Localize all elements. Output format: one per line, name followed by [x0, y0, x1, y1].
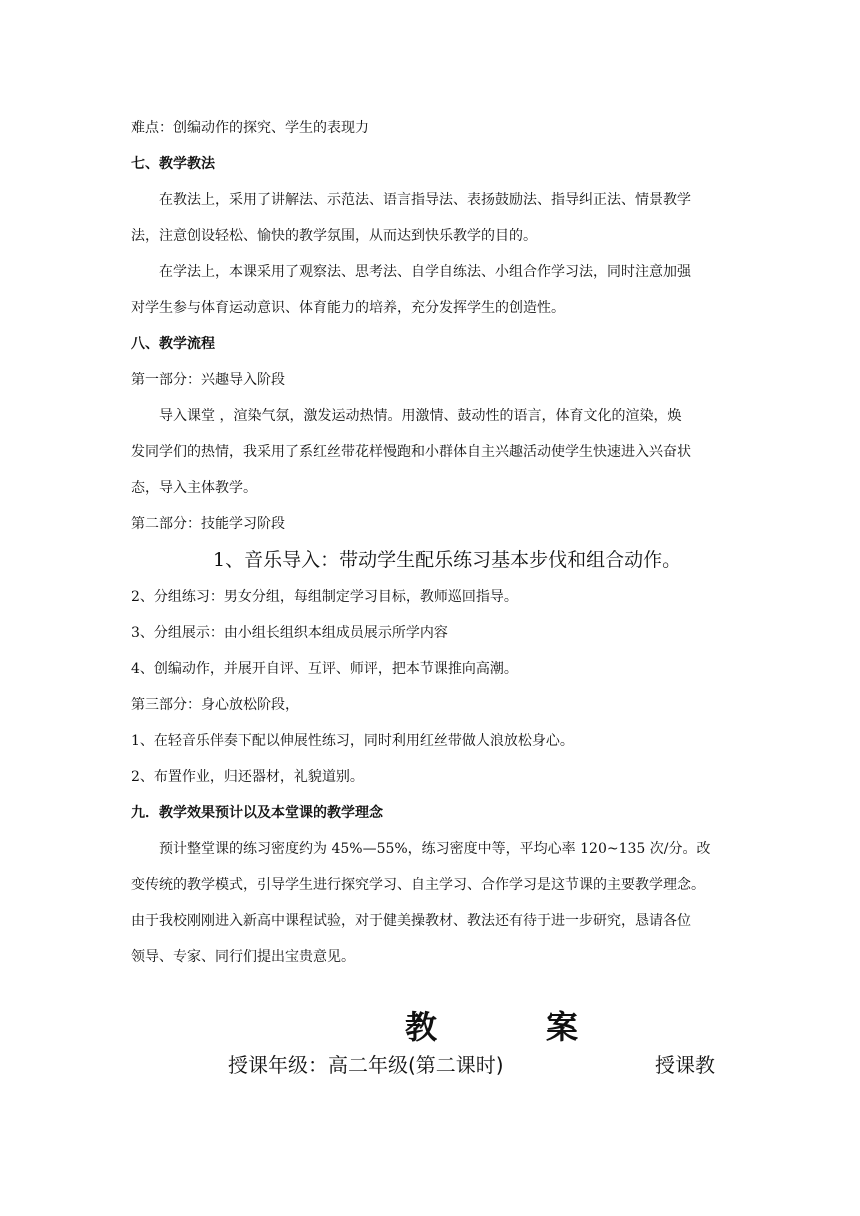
relax-line-2: 2、布置作业，归还器材，礼貌道别。: [131, 769, 364, 785]
section-heading-8: 八、教学流程: [131, 336, 215, 352]
part-heading-1: 第一部分：兴趣导入阶段: [131, 372, 285, 388]
step-line-4: 4、创编动作，并展开自评、互评、师评，把本节课推向高潮。: [131, 661, 518, 677]
step-line-1: 1、音乐导入：带动学生配乐练习基本步伐和组合动作。: [213, 549, 682, 571]
section-heading-9: 九．教学效果预计以及本堂课的教学理念: [131, 805, 383, 821]
step-line-3: 3、分组展示：由小组长组织本组成员展示所学内容: [131, 625, 448, 641]
step-line-2: 2、分组练习：男女分组，每组制定学习目标，教师巡回指导。: [131, 589, 518, 605]
paragraph-line: 对学生参与体育运动意识、体育能力的培养，充分发挥学生的创造性。: [131, 300, 565, 316]
part-heading-3: 第三部分：身心放松阶段，: [131, 697, 299, 713]
paragraph-line: 法，注意创设轻松、愉快的教学氛围，从而达到快乐教学的目的。: [131, 228, 537, 244]
paragraph-line: 在教法上，采用了讲解法、示范法、语言指导法、表扬鼓励法、指导纠正法、情景教学: [159, 192, 691, 208]
paragraph-line: 变传统的教学模式，引导学生进行探究学习、自主学习、合作学习是这节课的主要教学理念。: [131, 877, 705, 893]
teacher-label: 授课教: [655, 1053, 715, 1077]
paragraph-line: 领导、专家、同行们提出宝贵意见。: [131, 949, 355, 965]
relax-line-1: 1、在轻音乐伴奏下配以伸展性练习，同时利用红丝带做人浪放松身心。: [131, 733, 574, 749]
paragraph-line: 预计整堂课的练习密度约为 45%—55%，练习密度中等，平均心率 120~135 次/分。改: [159, 841, 711, 857]
lesson-plan-title: [0, 1004, 860, 1050]
paragraph-line: 发同学们的热情，我采用了系红丝带花样慢跑和小群体自主兴趣活动使学生快速进入兴奋状: [131, 444, 691, 460]
section-heading-7: 七、教学教法: [131, 156, 215, 172]
paragraph-line: 在学法上，本课采用了观察法、思考法、自学自练法、小组合作学习法，同时注意加强: [159, 264, 691, 280]
title-char: 案: [546, 1008, 579, 1046]
paragraph-line: 由于我校刚刚进入新高中课程试验，对于健美操教材、教法还有待于进一步研究，恳请各位: [131, 913, 691, 929]
paragraph-line: 态，导入主体教学。: [131, 480, 257, 496]
title-char: 教: [405, 1008, 438, 1046]
part-heading-2: 第二部分：技能学习阶段: [131, 516, 285, 532]
paragraph-line: 导入课堂 ，渲染气氛，激发运动热情。用激情、鼓动性的语言，体育文化的渲染，焕: [159, 408, 682, 424]
grade-label: 授课年级：高二年级(第二课时): [228, 1053, 504, 1077]
difficulty-line: 难点：创编动作的探究、学生的表现力: [131, 120, 369, 136]
